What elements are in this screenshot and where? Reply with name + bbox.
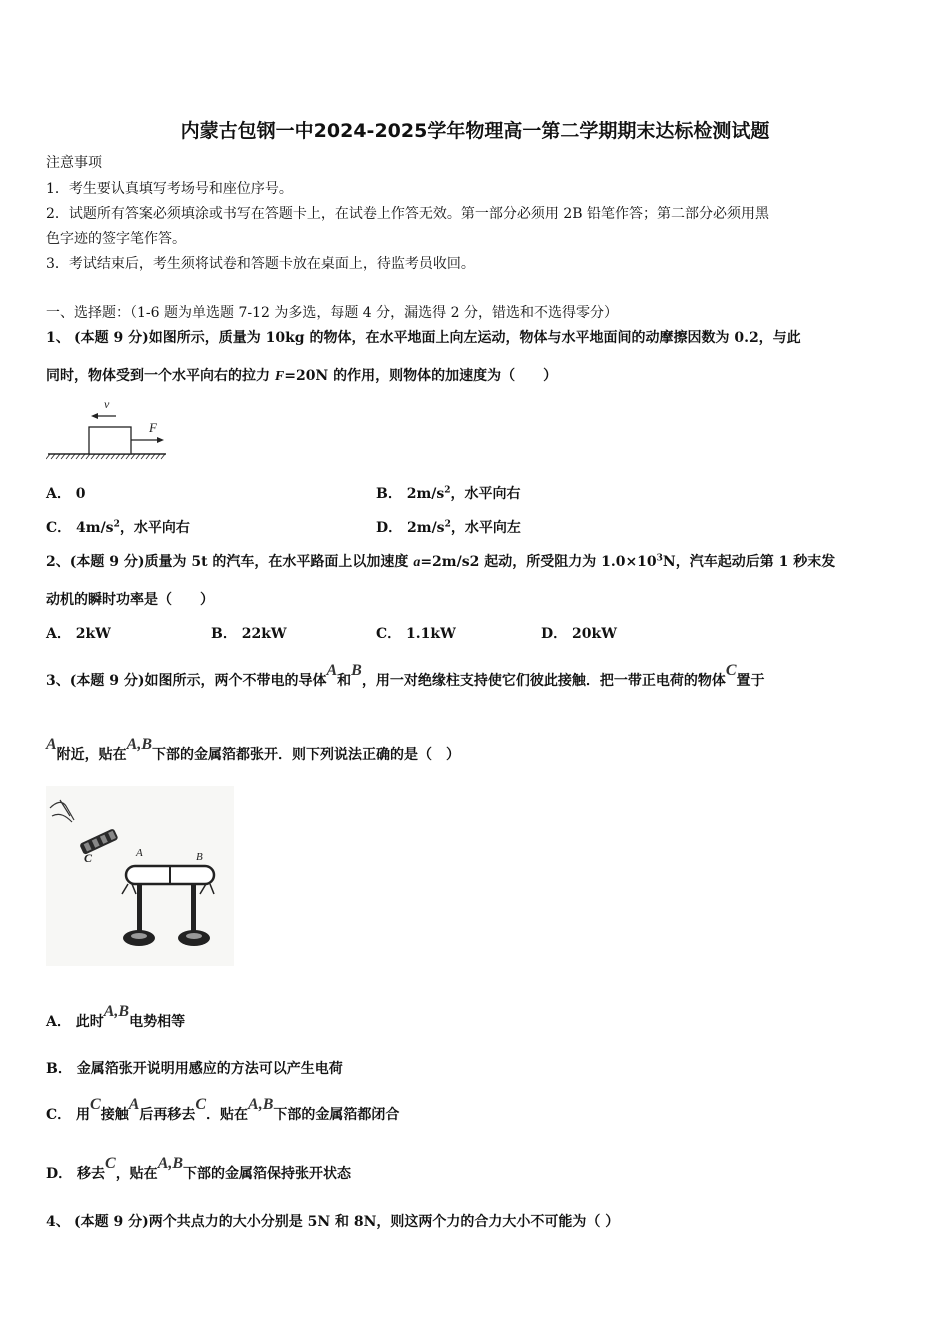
section-heading: 一、选择题：（1-6 题为单选题 7-12 为多选，每题 4 分，漏选得 2 分，错选和不选得零分） [46,305,618,321]
q2-line1-sup: 3 [656,553,663,564]
q3-symbol-b: B [351,662,362,679]
q3-option-c-e: 下部的金属箔都闭合 [273,1107,400,1123]
q4-number: 4、 [46,1214,70,1230]
q1-option-b-tail: ，水平向右 [450,486,521,502]
q3-option-a-tail: 电势相等 [129,1014,186,1030]
q1-option-d-tail: ，水平向左 [450,520,521,536]
force-label: F [149,420,157,435]
q2-line1-b: =2m/s2 起动，所受阻力为 1.0×10 [420,554,657,570]
q2-line2: 动机的瞬时功率是（ ） [46,592,214,608]
q1-option-b-label: B． 2m/s [376,486,445,502]
q1-line2-a: 同时，物体受到一个水平向右的拉力 [46,368,275,384]
q1-option-d-sup: 2 [444,519,451,530]
q1-option-b [376,483,521,503]
q3-option-c-symbol-c: C [90,1096,101,1113]
q3-option-d-a: D． 移去 [46,1166,106,1182]
q3-option-c-d: ．贴在 [206,1107,249,1123]
q3-option-c-a: C． 用 [46,1107,91,1123]
q3-symbol-a: A [326,662,338,679]
q2-option-b: B． 22kW [211,626,287,642]
base-a-highlight [131,933,147,939]
q2-line1-a: 2、(本题 9 分)质量为 5t 的汽车，在水平路面上以加速度 [46,554,414,570]
q1-option-b-sup: 2 [444,485,451,496]
q3-option-c-symbol-ab: A,B [248,1096,274,1113]
q3-line1-and: 和 [337,673,352,689]
velocity-label: v [104,397,110,411]
q3-option-d-c: 下部的金属箔保持张开状态 [183,1166,352,1182]
q1-option-c-label: C． 4m/s [46,520,114,536]
q2-line1 [46,551,835,571]
q1-option-d-label: D． 2m/s [376,520,445,536]
notice-heading: 注意事项 [46,155,102,171]
q3-option-a [46,1003,186,1031]
q4-text: (本题 9 分)两个共点力的大小分别是 5N 和 8N，则这两个力的合力大小不可能为（ ） [74,1214,620,1230]
q3-line1-a: 3、(本题 9 分)如图所示，两个不带电的导体 [46,673,327,689]
q2-line1-c: N，汽车起动后第 1 秒末发 [662,554,836,570]
q3-line2 [46,736,461,764]
q1-number: 1、 [46,330,70,346]
q3-option-a-text: A． 此时 [46,1014,104,1030]
figure-label-a: A [136,847,143,859]
q2-option-d: D． 20kW [541,626,617,642]
q2-option-c: C． 1.1kW [376,626,456,642]
q1-line2-b: =20N 的作用，则物体的加速度为（ ） [284,368,558,384]
q3-option-d-symbol-c: C [105,1155,116,1172]
page-title: 内蒙古包钢一中2024-2025学年物理高一第二学期期末达标检测试题 [180,120,770,142]
q3-line1-b: ，用一对绝缘柱支持使它们彼此接触．把一带正电荷的物体 [361,673,726,689]
q3-figure [46,786,234,966]
q3-option-a-symbol-ab: A,B [103,1003,130,1020]
q3-option-c-b: 接触 [100,1107,129,1123]
q3-option-d-symbol-ab: A,B [157,1155,184,1172]
q3-option-c-symbol-a: A [128,1096,140,1113]
q3-line2-b: 下部的金属箔都张开．则下列说法正确的是（ ） [152,747,461,763]
figure-label-c: C [84,851,93,865]
q2-option-a: A． 2kW [46,626,111,642]
figure-label-b: B [196,851,203,863]
base-b-highlight [186,933,202,939]
q3-option-d-b: ，贴在 [115,1166,158,1182]
notice-item-3: 3．考试结束后，考生须将试卷和答题卡放在桌面上，待监考员收回。 [46,256,475,272]
q2-accel-symbol: a [413,555,421,570]
q3-line2-a: 附近，贴在 [56,747,127,763]
q3-symbol-c: C [725,662,737,679]
q3-option-c-c: 后再移去 [139,1107,196,1123]
notice-item-1: 1．考生要认真填写考场号和座位序号。 [46,181,293,197]
q3-option-b: B． 金属箔张开说明用感应的方法可以产生电荷 [46,1061,343,1077]
q1-line1: (本题 9 分)如图所示，质量为 10kg 的物体，在水平地面上向左运动，物体与水平地面间的动摩擦因数为 0.2，与此 [74,330,801,346]
q1-option-c-tail: ，水平向右 [119,520,190,536]
q3-line1-c: 置于 [736,673,765,689]
q1-option-c [46,517,190,537]
support-post-a [137,884,142,936]
q1-line2 [46,365,557,385]
notice-item-2-cont: 色字迹的签字笔作答。 [46,231,186,247]
q3-option-c [46,1096,400,1124]
velocity-arrow-head [91,413,98,419]
block [89,427,131,454]
support-post-b [191,884,196,936]
force-arrow-head [157,437,164,443]
q1-option-c-sup: 2 [113,519,120,530]
q3-line1 [46,662,765,690]
notice-item-2: 2．试题所有答案必须填涂或书写在答题卡上，在试卷上作答无效。第一部分必须用 2B 铅笔作答；第二部分必须用黑 [46,206,769,222]
q1-option-a: A． 0 [46,486,86,502]
q1-option-d [376,517,521,537]
q3-option-c-symbol-c2: C [195,1096,207,1113]
q1-force-symbol: F [274,369,285,384]
q3-line2-symbol-a: A [46,736,57,753]
q1-figure [46,390,171,460]
q3-line2-symbol-ab: A,B [126,736,153,753]
q3-option-d [46,1155,352,1183]
